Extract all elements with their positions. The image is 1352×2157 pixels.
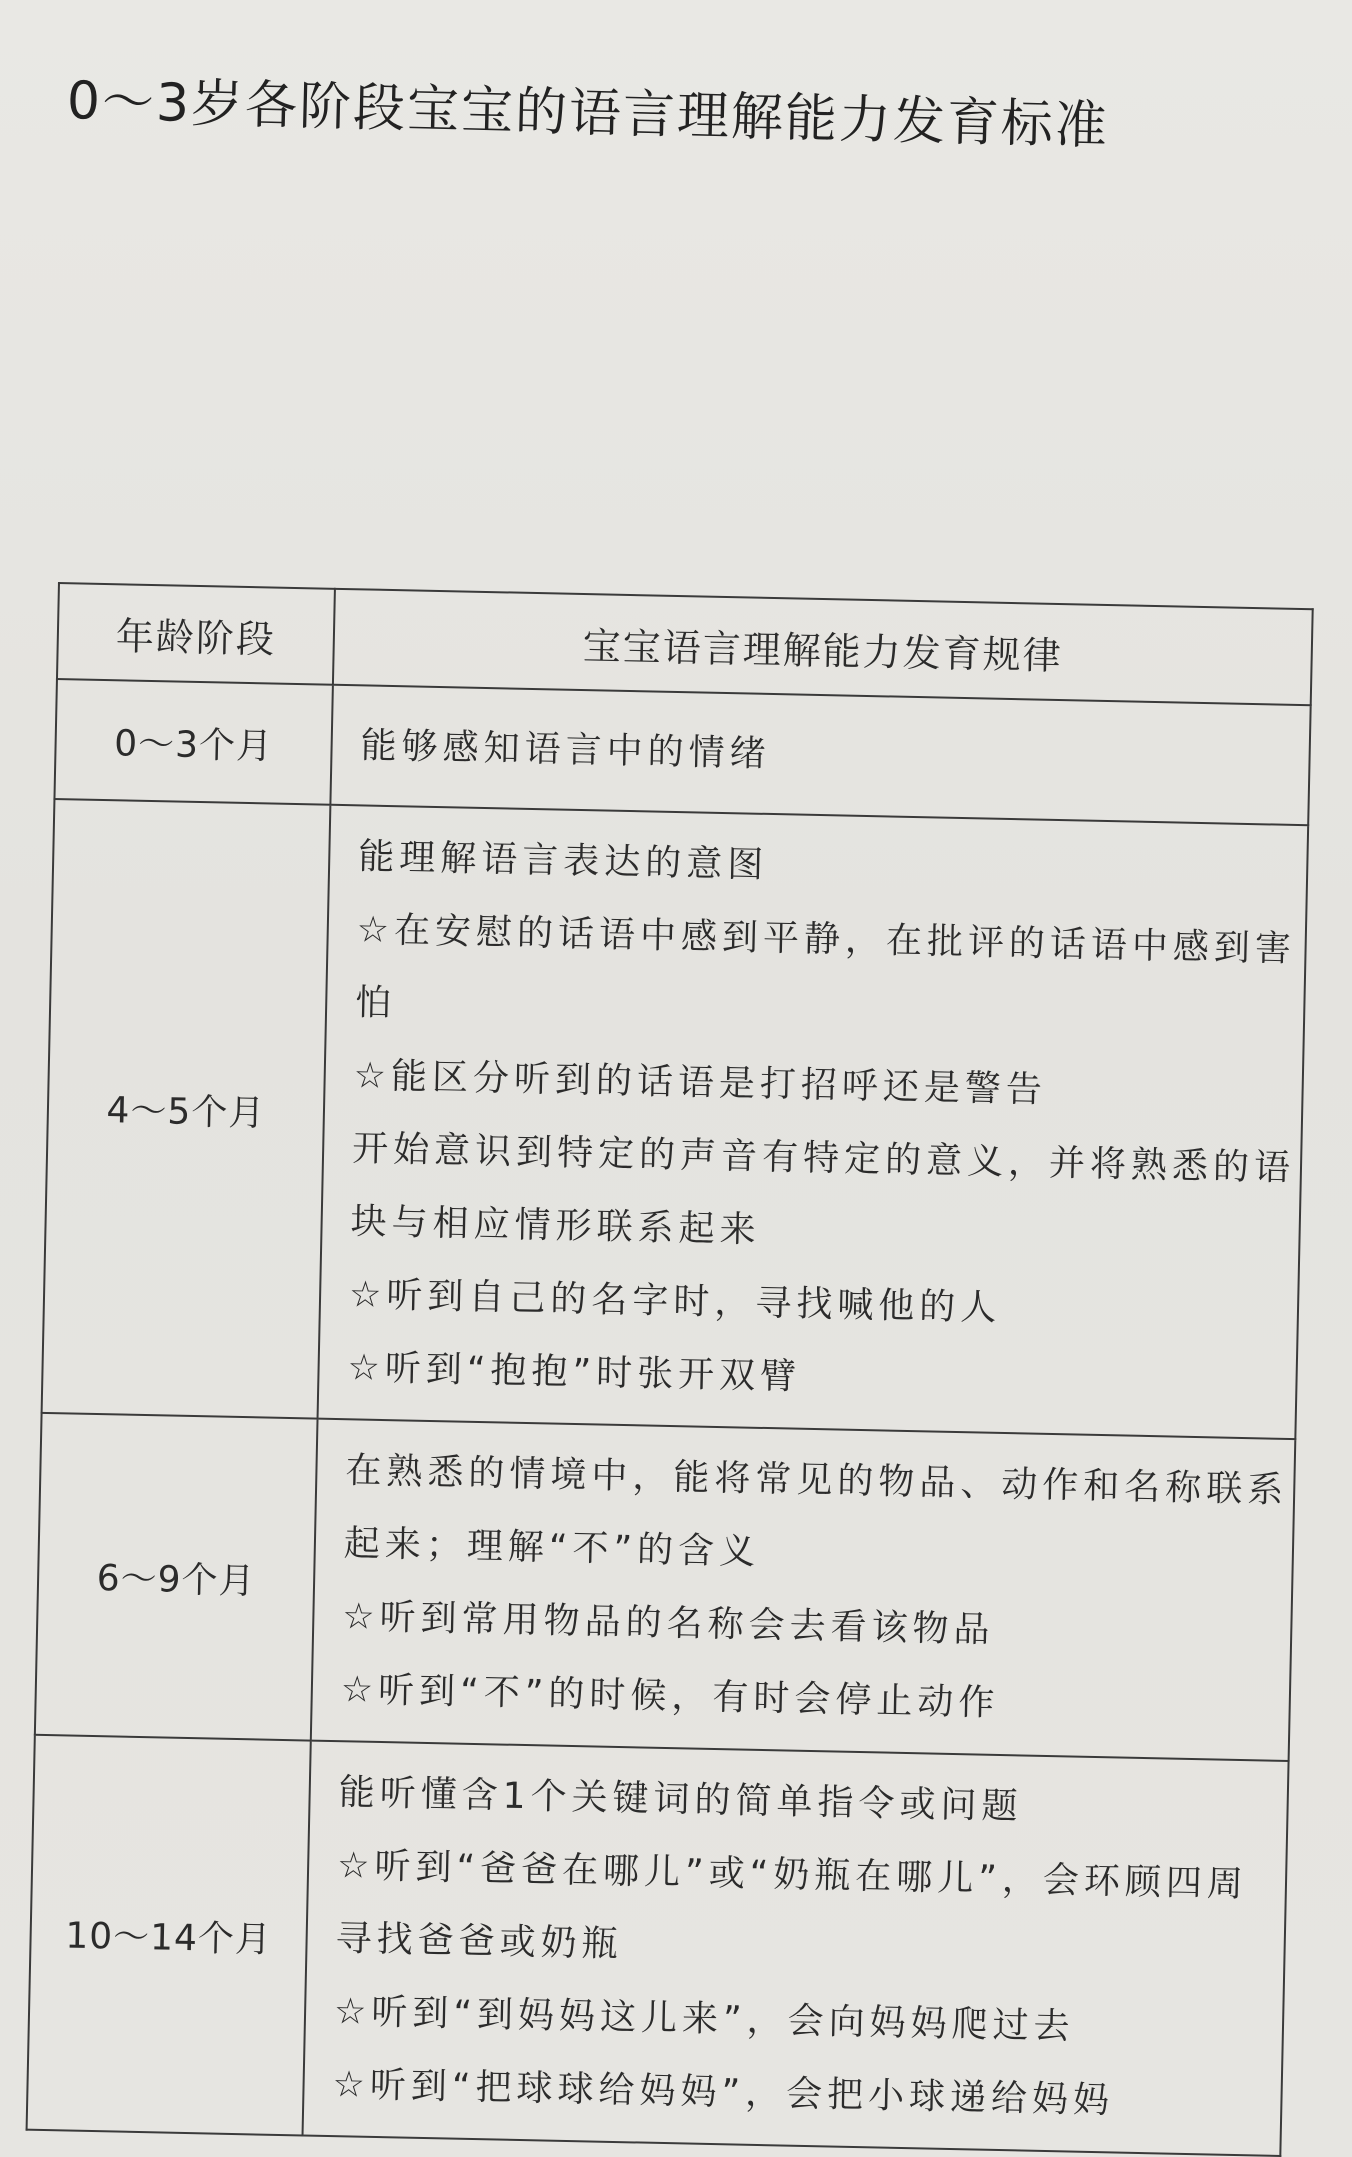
star-icon (356, 909, 394, 951)
star-icon (334, 1991, 372, 2033)
milestone-text (350, 1112, 1301, 1278)
line-text: 听到自己的名字时，寻找喊他的人 (385, 1275, 1002, 1329)
header-description: 宝宝语言理解能力发育规律 (333, 589, 1313, 705)
table-body (27, 679, 1311, 2156)
description-cell (303, 1741, 1289, 2156)
table-row (42, 799, 1309, 1439)
table-row (27, 1735, 1289, 2156)
star-icon (347, 1347, 385, 1389)
development-table (26, 582, 1314, 2157)
star-icon (353, 1055, 391, 1097)
page-title: 0～3岁各阶段宝宝的语言理解能力发育标准 (66, 70, 1110, 157)
line-text: 能理解语言表达的意图 (357, 836, 769, 886)
milestone-text (343, 1434, 1294, 1600)
star-icon (342, 1596, 380, 1638)
line-text: 听到“抱抱”时张开双臂 (384, 1348, 802, 1398)
description-cell (318, 805, 1309, 1439)
development-table-container (27, 582, 1314, 2122)
star-icon (349, 1274, 387, 1316)
age-cell: 6～9个月 (35, 1413, 318, 1741)
age-cell: 4～5个月 (42, 799, 331, 1419)
line-text: 听到“到妈妈这儿来”，会向妈妈爬过去 (370, 1991, 1075, 2048)
line-text: 听到“不”的时候，有时会停止动作 (377, 1669, 1000, 1724)
age-cell: 10～14个月 (27, 1735, 311, 2136)
table-row (35, 1413, 1295, 1761)
line-text: 开始意识到特定的声音有特定的意义，并将熟悉的语块与相应情形联系起来 (350, 1128, 1296, 1251)
header-age: 年龄阶段 (57, 583, 335, 685)
line-text: 能够感知语言中的情绪 (360, 724, 771, 775)
star-icon (340, 1669, 378, 1711)
example-item (354, 893, 1305, 1059)
line-text: 听到“爸爸在哪儿”或“奶瓶在哪儿”，会环顾四周寻找爸爸或奶瓶 (335, 1845, 1249, 1966)
line-text: 听到“把球球给妈妈”，会把小球递给妈妈 (369, 2064, 1115, 2122)
age-cell: 0～3个月 (54, 679, 332, 805)
line-text: 能听懂含1个关键词的简单指令或问题 (338, 1772, 1023, 1828)
description-cell (330, 685, 1310, 825)
example-item (335, 1829, 1286, 1995)
milestone-text (360, 709, 1309, 802)
description-cell (311, 1419, 1296, 1761)
line-text: 在安慰的话语中感到平静，在批评的话语中感到害怕 (354, 910, 1297, 1025)
star-icon (332, 2064, 370, 2106)
line-text: 能区分听到的话语是打招呼还是警告 (390, 1056, 1048, 1111)
line-text: 听到常用物品的名称会去看该物品 (379, 1596, 995, 1651)
line-text: 在熟悉的情境中，能将常见的物品、动作和名称联系起来；理解“不”的含义 (343, 1450, 1289, 1573)
star-icon (337, 1845, 375, 1887)
